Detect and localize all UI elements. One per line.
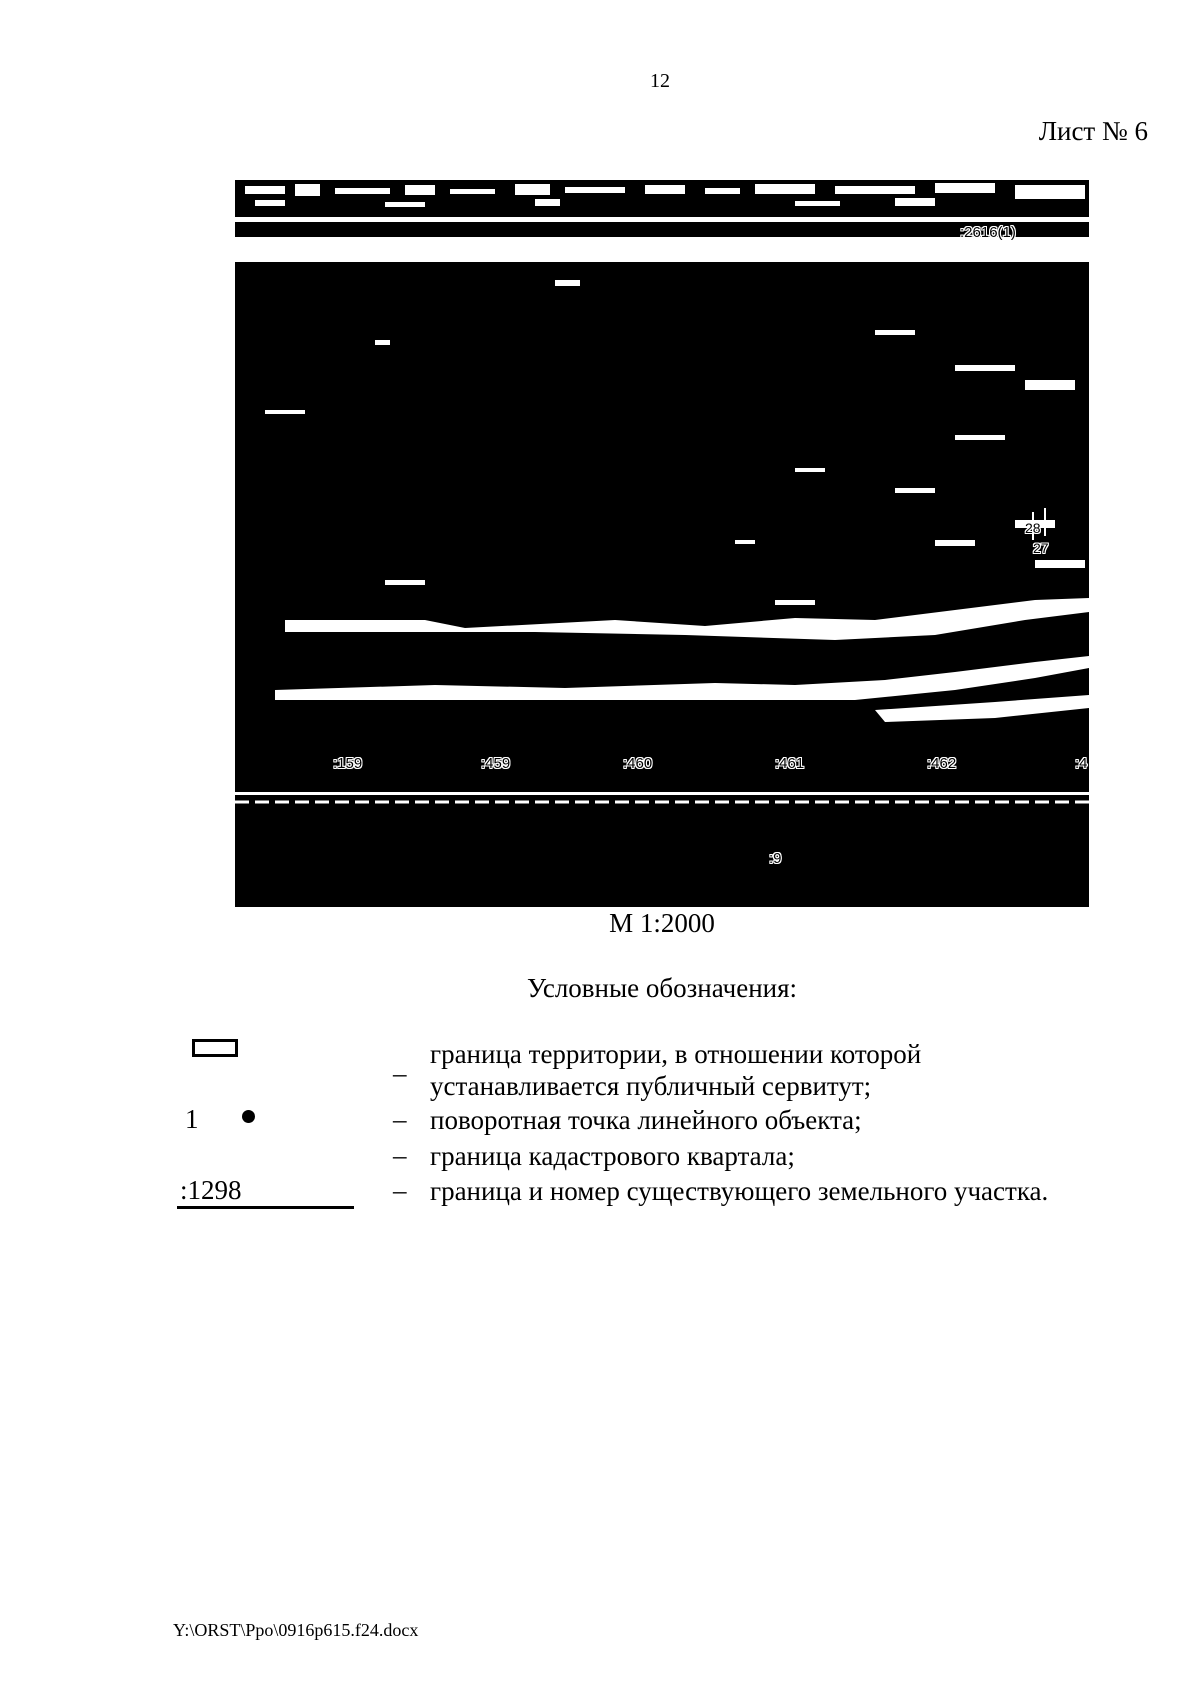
legend-title: Условные обозначения: — [526, 973, 798, 1003]
map-label-parcel-460: :460 — [623, 755, 653, 772]
map-label-parcel-9: :9 — [769, 850, 782, 867]
legend-dash: – — [393, 1104, 407, 1134]
boundary-rectangle-symbol — [192, 1039, 238, 1057]
page-number: 12 — [650, 70, 670, 92]
map-scale: М 1:2000 — [609, 908, 715, 938]
legend-text: поворотная точка линейного объекта; — [430, 1105, 862, 1135]
parcel-line-symbol — [177, 1206, 354, 1209]
sheet-label: Лист № 6 — [1038, 116, 1148, 146]
map-label-point-27: 27 — [1033, 540, 1049, 556]
parcel-number-symbol: :1298 — [180, 1175, 242, 1205]
legend-text: граница кадастрового квартала; — [430, 1141, 795, 1171]
map-label-parcel-edge: :4 — [1075, 755, 1088, 772]
map-graphics — [235, 180, 1089, 907]
legend-text-line1: граница территории, в отношении которой — [430, 1039, 922, 1069]
map-label-parcel-462: :462 — [927, 755, 957, 772]
map-label-parcel-459: :459 — [481, 755, 511, 772]
footer-file-path: Y:\ORST\Ppo\0916p615.f24.docx — [173, 1620, 419, 1640]
map-label-parcel-461: :461 — [775, 755, 805, 772]
legend-dash: – — [393, 1140, 407, 1170]
map-label-parcel-159: :159 — [333, 755, 363, 772]
legend-dash: – — [393, 1058, 407, 1088]
legend-text: граница и номер существующего земельного участка. — [430, 1176, 1049, 1206]
cadastral-map — [235, 180, 1089, 907]
legend-text-line2: устанавливается публичный сервитут; — [430, 1071, 872, 1101]
legend-dash: – — [393, 1175, 407, 1205]
point-number-symbol: 1 — [185, 1104, 199, 1134]
point-dot-icon — [242, 1110, 255, 1123]
map-label-point-28: 28 — [1025, 520, 1041, 536]
map-label-parcel-2616: :2616(1) — [960, 224, 1016, 241]
